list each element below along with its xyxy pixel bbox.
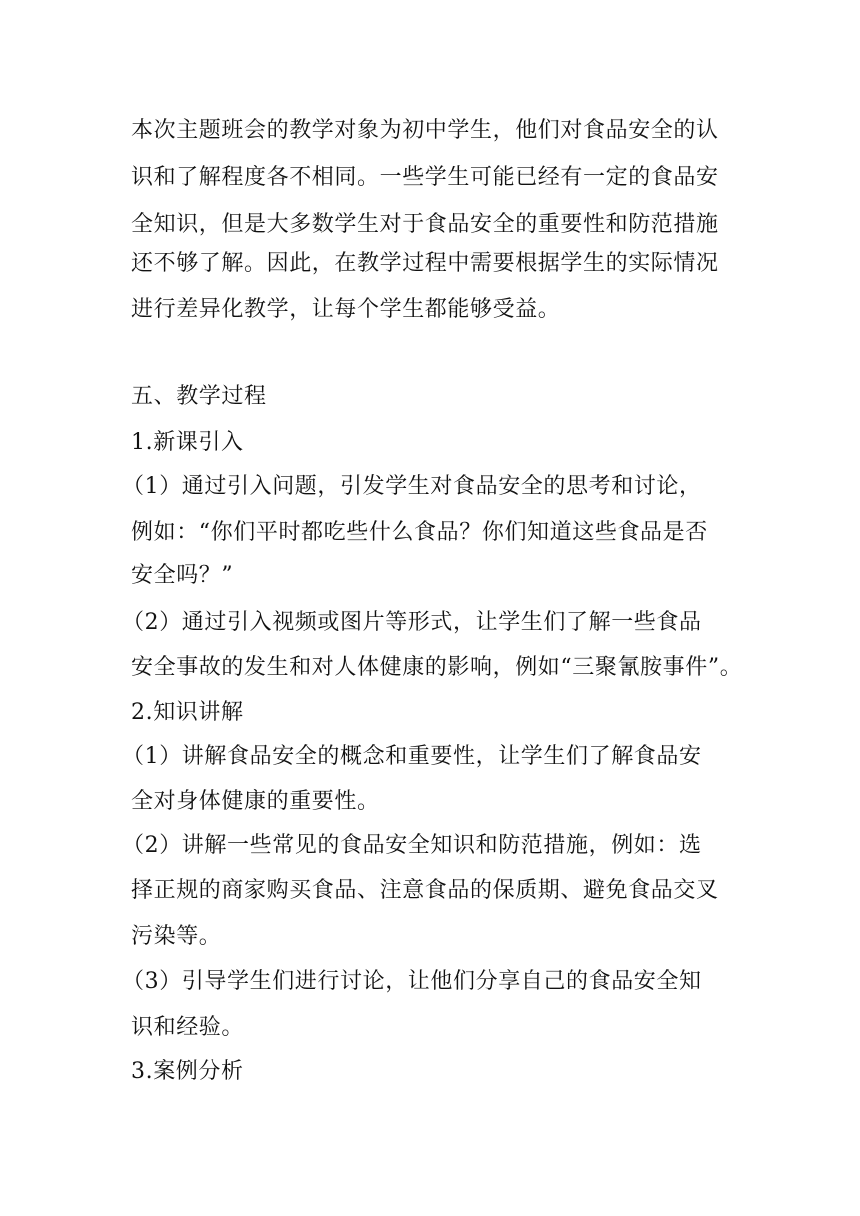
subsection-heading: 3.案例分析 [131,1059,244,1084]
subsection-heading: 2.知识讲解 [131,700,244,725]
list-item-line: （2）通过引入视频或图片等形式，让学生们了解一些食品 [122,610,702,635]
list-item-line: 全对身体健康的重要性。 [131,789,380,814]
list-item-line: 择正规的商家购买食品、注意食品的保质期、避免食品交叉 [131,878,719,903]
list-item-line: 安全吗？” [131,563,234,588]
list-item-line: 例如：“你们平时都吃些什么食品？你们知道这些食品是否 [131,520,708,545]
intro-paragraph-line: 还不够了解。因此，在教学过程中需要根据学生的实际情况 [131,251,719,276]
list-item-line: 安全事故的发生和对人体健康的影响，例如“三聚氰胺事件”。 [131,655,743,680]
list-item-line: （1）讲解食品安全的概念和重要性，让学生们了解食品安 [122,744,702,769]
section-heading: 五、教学过程 [131,384,267,409]
intro-paragraph-line: 识和了解程度各不相同。一些学生可能已经有一定的食品安 [131,165,719,190]
intro-paragraph-line: 进行差异化教学，让每个学生都能够受益。 [131,297,561,322]
list-item-line: （2）讲解一些常见的食品安全知识和防范措施，例如：选 [122,833,702,858]
list-item-line: 污染等。 [131,924,222,949]
list-item-line: （3）引导学生们进行讨论，让他们分享自己的食品安全知 [122,969,702,994]
subsection-heading: 1.新课引入 [131,430,244,455]
intro-paragraph-line: 本次主题班会的教学对象为初中学生，他们对食品安全的认 [131,118,719,143]
list-item-line: （1）通过引入问题，引发学生对食品安全的思考和讨论， [122,474,702,499]
list-item-line: 识和经验。 [131,1015,245,1040]
intro-paragraph-line: 全知识，但是大多数学生对于食品安全的重要性和防范措施 [131,212,719,237]
